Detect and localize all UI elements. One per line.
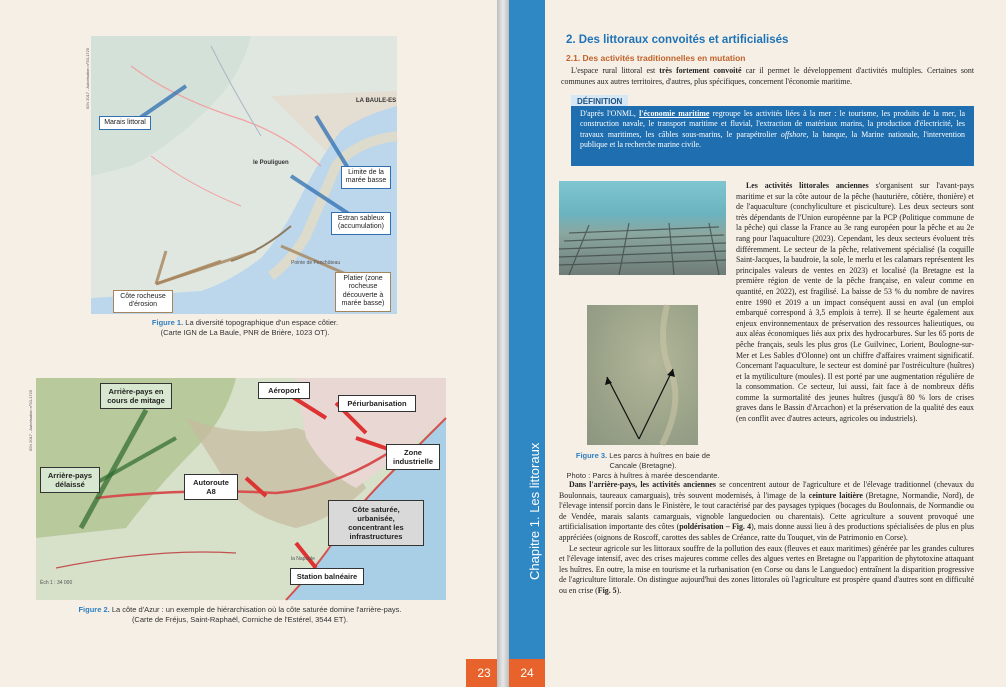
label-cote-saturee: Côte saturée, urbanisée, concentrant les infrastructures [328,500,424,546]
chapter-band-text: Chapitre 1. Les littoraux [527,442,542,580]
p2-bold-3: poldérisation – Fig. 4 [679,522,752,532]
left-page [0,0,497,687]
page-number-right: 24 [509,659,545,687]
chapter-band [509,0,545,659]
p2-text-1: se concentrent autour de l'agriculture et de l'élevage traditionnel (chevaux du Boulonnais, taureaux camarguais), très souvent modernisés, à l'image de la [559,480,974,500]
p2-bold-2: ceinture laitière [808,490,863,500]
definition-text-1: D'après l'ONML, [580,109,640,118]
figure3-caption [563,451,723,481]
figure2-caption [60,605,420,625]
intro-text-2: car il permet le développement d'activités multiples. Certaines sont communes aux autres territoires, d'autres, plus spécifiques, concernent l'économie maritime. [561,66,975,86]
p2-bold-lead: Dans l'arrière-pays, les activités anciennes [569,480,716,489]
label-cote-rocheuse: Côte rocheuse d'érosion [113,290,173,313]
p3-text-2: ). [616,585,622,595]
figure3-caption-text: Les parcs à huîtres en baie de Cancale (Bretagne). [609,451,711,471]
figure2-map [28,378,446,600]
p2-text-2: (Bretagne, Normandie, Nord), de l'élevage intensif porcin dans le Finistère, le tout caractérisé par des paysages typiques (bocages du Boulonnais, de Normandie ou de Vendée, marais salants camarguais, vignoble languedocien ou charentais). Cette agriculture a souvent provoqué une artificialisation importante des côtes ( [559,490,974,532]
subsection-title: 2.1. Des activités traditionnelles en mutation [566,53,746,63]
label-station-balneaire: Station balnéaire [290,568,364,585]
figure1-caption-text: La diversité topographique d'un espace côtier. [185,318,339,327]
p2-text-3: ), mais donne aussi lieu à des productions spécialisées de plus en plus appréciées (oignons de Roscoff, carottes des sables de Créance, ratte du Touquet, vin de Patrimonio en Corse). [559,522,974,542]
figure1-map [85,36,397,314]
intro-paragraph [561,66,974,87]
label-platier: Platier (zone rocheuse découverte à marée basse) [335,272,391,312]
label-estran-sableux: Estran sableux (accumulation) [331,212,391,235]
map2-credit: IGN 2017 - Autorisation n°50-1725 [28,389,34,452]
definition-italic: offshore [780,129,807,139]
body-paragraphs [559,480,974,597]
label-autoroute: Autoroute A8 [184,474,238,500]
intro-bold: très fortement convoité [659,66,742,75]
book-gutter [497,0,509,687]
definition-text-2: regroupe les activités liées à la mer : le tourisme, les produits de la mer, la construction navale, le transport maritime et fluvial, l'extraction de matériaux marins, la production d'électricité, les travaux maritimes, les câbles sous-marins, le parapétrolier [580,109,965,139]
definition-box [571,106,974,166]
definition-text-3: , la banque, la Marine nationale, l'intervention publique et la recherche marine civile. [580,129,965,150]
label-arriere-pays-delaisse: Arrière-pays délaissé [40,467,100,493]
definition-tag: DÉFINITION [571,95,628,108]
p3-text-1: Le secteur agricole sur les littoraux souffre de la pollution des eaux (fleuves et eaux maritimes) générée par les grandes cultures et l'élevage intensif, avec des crises majeures comme celles des algues vertes en Bretagne ou l'apparition de phytotoxine attaquant les huîtres. En outre, la mise en tourisme et la rurbanisation (en Corse ou dans le Languedoc) entraînent la disparition progressive de l'agriculture littorale. On distingue aujourd'hui des zones littorales où l'agriculture est prospère quand d'autres sont en difficulté ou en crise ( [559,543,974,595]
intro-text-1: L'espace rural littoral est [571,66,660,75]
map2-town-label: la Napoule [291,556,315,562]
map1-town-label-2: le Pouliguen [253,160,289,166]
figure1-caption [120,318,370,338]
map1-credit: IGN 2017 - Autorisation n°50-1725 [85,47,91,110]
oyster-beds-photo [559,181,726,275]
column-bold-lead: Les activités littorales anciennes [746,181,869,190]
definition-term: l'économie maritime [639,109,710,118]
column-paragraph [736,181,974,425]
label-zone-industrielle: Zone industrielle [386,444,440,470]
label-arriere-pays-mitage: Arrière-pays en cours de mitage [100,383,172,409]
figure1-caption-source: (Carte IGN de La Baule, PNR de Brière, 1023 OT). [160,328,330,338]
section-title: 2. Des littoraux convoités et artificialisés [566,34,789,46]
figure3-caption-source: Photo : Parcs à huîtres à marée descendante. [566,471,720,481]
map1-point-label: Pointe de Penchâteau [291,260,341,266]
map2-scale: Éch 1 : 34 000 [40,580,73,586]
aerial-bay-drawing [587,305,698,445]
map1-town-label: LA BAULE-ES [356,98,397,104]
p3-bold: Fig. 5 [597,585,617,595]
oyster-beds-drawing [559,181,726,275]
aerial-bay-photo [587,305,698,445]
figure2-caption-source: (Carte de Fréjus, Saint-Raphaël, Corniche de l'Estérel, 3544 ET). [131,615,349,625]
column-text: s'organisent sur l'avant-pays maritime et sur la côte autour de la pêche (hauturière, côtière, thonière) et de l'aquaculture (conchyliculture et pisciculture). Les deux secteurs sont très dépendants de l'Union européenne par la PCP (Politique commune de la pêche) qui classe la France au 3e rang européen pour la pêche et au 2e rang pour l'aquaculture (2023). Cependant, les deux secteurs évoluent très différemment. Le secteur de la pêche, relativement spécialisé (la coquille Saint-Jacques, la baudroie, la sole, le merlu et les calamars représentent les principales valeurs de ventes en 2023) et localisé (la Bretagne est la première région de vente de la pêche française, en valeur comme en quantité, en 2022), est fragilisé. La baisse de 53 % du nombre de navires entre 1990 et 2019 a un impact conséquent aussi en aval (un emploi embarqué correspond à 3,5 emplois à terre). Il se heurte également aux enjeux environnementaux de préservation des ressources halieutiques, ou aux aléas économiques liés aux prix des hydrocarbures. Sur les 65 ports de pêche français, seuls les plus gros (Le Guilvinec, Lorient, Boulogne-sur-Mer et Les Sables d'Olonne) ont un chiffre d'affaires vraiment significatif. Concernant l'aquaculture, le secteur est dominé par l'ostréiculture (huîtres) et la mytiliculture (moules). Il est porté par une augmentation régulière de la consommation. Ce secteur, lui aussi, fait face à de nombreux défis comme la surmortalité des jeunes huîtres (jusqu'à 80 % lors de crises graves dans le Bassin d'Arcachon) et la préservation de la qualité des eaux (en conflit avec d'autres acteurs, agricoles ou industriels). [736,181,974,424]
figure1-caption-label: Figure 1. [151,318,184,327]
right-page [509,0,1006,687]
figure2-caption-text: La côte d'Azur : un exemple de hiérarchisation où la côte saturée domine l'arrière-pays. [111,605,402,614]
label-periurbanisation: Périurbanisation [338,395,416,412]
label-aeroport: Aéroport [258,382,310,399]
figure2-caption-label: Figure 2. [78,605,110,614]
label-limite-maree-basse: Limite de la marée basse [341,166,391,189]
page-number-left: 23 [466,659,502,687]
label-marais-littoral: Marais littoral [99,116,151,130]
figure3-caption-label: Figure 3. [575,451,608,460]
